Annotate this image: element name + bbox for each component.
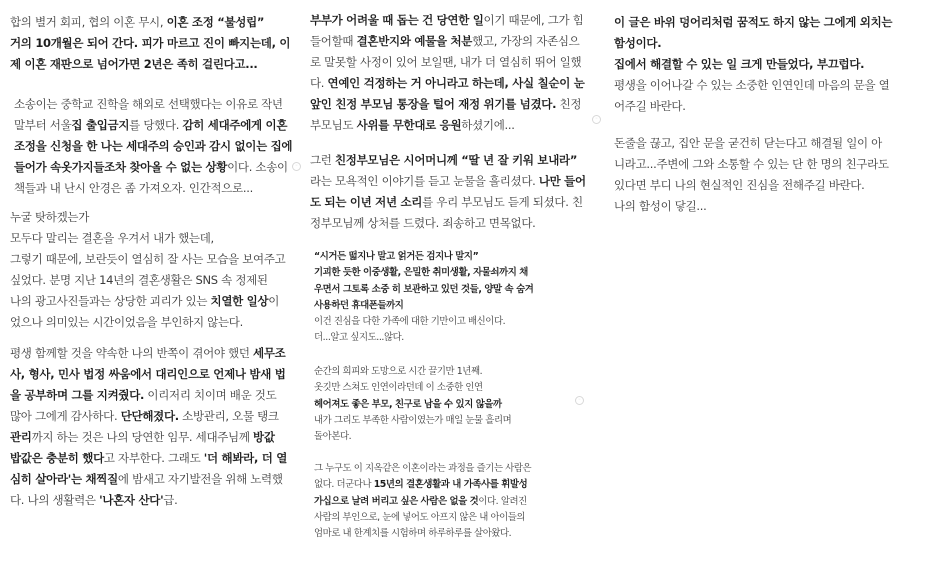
text-segment: 엄마로 내 한계치를 시험하며 하루하루를 살아왔다.	[314, 528, 512, 540]
text-segment: 내가 그리도 부족한 사람이였는가 매일 눈물 흘리며	[314, 414, 512, 426]
text-line	[314, 282, 533, 298]
text-segment: 이다. 알려진	[478, 495, 527, 507]
text-segment: 들어할때	[310, 34, 357, 48]
text-line	[614, 33, 892, 54]
text-segment: 누굴 탓하겠는가	[10, 210, 90, 224]
text-line	[10, 427, 287, 448]
text-line	[10, 385, 287, 406]
text-line	[614, 96, 892, 117]
bold-text: 세무조	[253, 346, 286, 360]
text-segment: 하셨기에...	[461, 118, 515, 132]
text-segment: 나의 함성이 닿길...	[614, 199, 707, 213]
text-segment: 이건 진심을 다한 가족에 대한 기만이고 배신이다.	[314, 316, 506, 328]
text-segment: 이리저리 치이며 배운 것도	[144, 388, 277, 402]
text-line	[14, 157, 292, 178]
text-line	[314, 413, 511, 429]
text-line	[10, 469, 287, 490]
text-line	[314, 330, 533, 346]
bold-text: “시거든 떫지나 말고 얽거든 검지나 말지”	[314, 251, 479, 262]
paragraph-legal-support	[10, 343, 287, 511]
bold-text: 심히 살아라'는 채찍질	[10, 472, 118, 486]
text-line	[614, 133, 889, 154]
bold-text: 이혼 조정 “불성립”	[166, 15, 265, 29]
text-segment: 이	[268, 294, 280, 308]
paragraph-marriage-life	[10, 207, 285, 333]
paragraph-hope-message	[614, 133, 889, 217]
bold-text: 친정부모님은 시어머니께 “딸 년 잘 키워 보내라”	[334, 153, 578, 167]
text-line	[10, 448, 287, 469]
bold-text: 치열한 일상	[210, 294, 269, 308]
text-line	[310, 171, 586, 192]
text-line	[614, 12, 892, 33]
text-line	[10, 364, 287, 385]
text-line	[10, 12, 290, 33]
text-segment: 그렇기 때문에, 보란듯이 열심히 잘 사는 모습을 보여주고	[10, 252, 286, 266]
text-segment: 했고, 가장의 자존심으	[472, 34, 580, 48]
paragraph-proverb-betrayal	[314, 249, 533, 347]
text-segment: 이다. 소송이	[227, 160, 288, 174]
text-line	[314, 429, 511, 445]
bold-text: 감히 세대주에게 이혼	[182, 118, 288, 132]
text-segment: 소방관리, 오물 탱크	[178, 409, 279, 423]
text-line	[314, 461, 531, 477]
bold-text: 단단해졌다.	[120, 409, 179, 423]
text-segment: 평생 함께할 것을 약속한 나의 반쪽이 겪어야 했던	[10, 346, 254, 360]
text-segment: 옷깃만 스쳐도 인연이라던데 이 소중한 인연	[314, 382, 483, 394]
text-line	[314, 494, 531, 510]
article-column-middle	[295, 0, 600, 584]
text-line	[310, 213, 586, 234]
bold-text: 가십으로 날려 버리고 싶은 사람은 없을 것	[314, 495, 479, 507]
text-segment: 있다면 부디 나의 현실적인 진심을 전해주길 바란다.	[614, 178, 865, 192]
text-line	[314, 265, 533, 281]
text-line	[314, 477, 531, 493]
text-line	[314, 510, 531, 526]
text-segment: 더...알고 싶지도...않다.	[314, 332, 404, 344]
text-segment: 소송이는 중학교 진학을 해외로 선택했다는 이유로 작년	[14, 97, 283, 111]
bold-text: 부부가 어려울 때 돕는 건 당연한 일	[310, 13, 484, 27]
bold-text: 제 이혼 재판으로 넘어가면 2년은 족히 걸린다고...	[10, 57, 258, 71]
text-line	[14, 178, 292, 199]
bold-text: 관리	[10, 430, 32, 444]
text-line	[614, 54, 892, 75]
text-line	[614, 75, 892, 96]
text-segment: 그런	[310, 153, 335, 167]
bold-text: 을 공부하며 그를 지켜줬다.	[10, 388, 145, 402]
text-line	[314, 364, 511, 380]
text-segment: 에 밤새고 자기발전을 위해 노력했	[117, 472, 283, 486]
text-segment: 다.	[310, 76, 328, 90]
bold-text: '더 해봐라, 더 열	[203, 451, 288, 465]
bold-text: 집 출입금지	[71, 118, 130, 132]
bold-text: 우면서 그토록 소중 히 보관하고 있던 것들, 양말 속 숨겨	[314, 283, 534, 295]
text-segment: 까지 하는 것은 나의 당연한 임무. 세대주님께	[31, 430, 254, 444]
divider-dot: ◦	[592, 115, 601, 124]
text-line	[310, 150, 586, 171]
text-line	[314, 397, 511, 413]
text-segment: 책들과 내 난시 안경은 좀 가져오자. 인간적으로...	[14, 181, 253, 195]
text-line	[10, 249, 285, 270]
bold-text: 나만 들어	[538, 174, 586, 188]
text-segment: 부모님도	[310, 118, 357, 132]
text-segment: 니라고...주변에 그와 소통할 수 있는 단 한 명의 친구라도	[614, 157, 889, 171]
text-segment: 사람의 부인으로, 눈에 넣어도 아프지 않은 내 아이들의	[314, 511, 526, 523]
bold-text: 거의 10개월은 되어 간다. 피가 마르고 진이 빠지는데, 이	[10, 36, 291, 50]
text-segment: 다. 나의 생활력은	[10, 493, 100, 507]
text-line	[310, 115, 585, 136]
bold-text: 앞인 친정 부모님 통장을 털어 재정 위기를 넘겼다.	[310, 97, 557, 111]
text-line	[614, 154, 889, 175]
text-segment: 모두다 말리는 결혼을 우겨서 내가 했는데,	[10, 231, 214, 245]
paragraph-one-year-avoidance	[314, 364, 511, 445]
bold-text: 들어가 속옷가지들조차 찾아올 수 없는 상황	[14, 160, 228, 174]
text-line	[10, 343, 287, 364]
text-segment: 고 자부한다. 그래도	[103, 451, 204, 465]
divider-dot: ◦	[292, 162, 301, 171]
text-segment: 순간의 희피와 도망으로 시간 끌기만 1년째.	[314, 366, 483, 377]
text-line	[14, 115, 292, 136]
text-line	[310, 94, 585, 115]
text-segment: 많아 그에게 감사하다.	[10, 409, 121, 423]
paragraph-outcry	[614, 12, 892, 117]
text-line	[314, 298, 533, 314]
bold-text: 도 되는 이년 저년 소리	[310, 195, 423, 209]
text-segment: 로 말못할 사정이 있어 보일땐, 내가 더 열심히 뛰어 일했	[310, 55, 582, 69]
text-segment: 를 우리 부모님도 듣게 되셨다. 친	[422, 195, 583, 209]
text-line	[310, 52, 585, 73]
text-line	[310, 10, 585, 31]
bold-text: 헤어져도 좋은 부모, 친구로 남을 수 있지 않을까	[314, 398, 502, 410]
paragraph-house-ban	[14, 94, 292, 199]
text-segment: 없다. 더군다나	[314, 479, 374, 491]
bold-text: 함성이다.	[614, 36, 662, 50]
article-column-left	[0, 0, 300, 584]
text-segment: 어주길 바란다.	[614, 99, 686, 113]
paragraph-parents-insulted	[310, 150, 586, 234]
bold-text: 기괴한 듯한 이중생활, 은밀한 취미생활, 자물쇠까지 채	[314, 267, 528, 279]
text-segment: 었으나 의미있는 시간이었음을 부인하지 않는다.	[10, 315, 243, 329]
text-segment: 돈줄을 끊고, 집안 문을 굳건히 닫는다고 해결될 일이 아	[614, 136, 882, 150]
bold-text: 조정을 신청을 한 나는 세대주의 승인과 감시 없이는 집에	[14, 139, 293, 153]
text-line	[314, 526, 531, 542]
text-segment: 라는 모욕적인 이야기를 듣고 눈물을 흘리셨다.	[310, 174, 539, 188]
bold-text: 사용하던 휴대폰들까지	[314, 299, 404, 311]
text-line	[314, 249, 533, 265]
bold-text: 밥값은 충분히 했다	[10, 451, 104, 465]
text-line	[314, 314, 533, 330]
text-line	[10, 270, 285, 291]
bold-text: '나혼자 산다'	[99, 493, 164, 507]
text-line	[314, 380, 511, 396]
text-segment: 친정	[556, 97, 582, 111]
paragraph-no-one-enjoys	[314, 461, 531, 542]
bold-text: 사, 형사, 민사 법정 싸움에서 대리인으로 언제나 밤새 법	[10, 367, 286, 381]
text-segment: 싶었다. 분명 지난 14년의 결혼생활은 SNS 속 정제된	[10, 273, 268, 287]
text-segment: 를 당했다.	[129, 118, 183, 132]
text-line	[10, 33, 290, 54]
text-line	[10, 207, 285, 228]
article-column-right	[600, 0, 926, 584]
text-line	[614, 196, 889, 217]
text-line	[10, 490, 287, 511]
text-line	[310, 192, 586, 213]
text-line	[10, 228, 285, 249]
bold-text: 사위를 무한대로 응원	[356, 118, 462, 132]
bold-text: 집에서 해결할 수 있는 일 크게 만들었다, 부끄럽다.	[614, 57, 865, 71]
paragraph-financial-help	[310, 10, 585, 136]
text-line	[14, 136, 292, 157]
text-segment: 평생을 이어나갈 수 있는 소중한 인연인데 마음의 문을 열	[614, 78, 890, 92]
text-line	[10, 312, 285, 333]
paragraph-divorce-mediation	[10, 12, 290, 75]
bold-text: 방값	[253, 430, 275, 444]
text-segment: 이기 때문에, 그가 힘	[483, 13, 584, 27]
text-line	[614, 175, 889, 196]
text-line	[10, 54, 290, 75]
bold-text: 15년의 결혼생활과 내 가족사를 휘발성	[373, 479, 528, 491]
divider-dot: ◦	[575, 396, 584, 405]
text-segment: 말부터 서울	[14, 118, 72, 132]
text-segment: 그 누구도 이 지옥같은 이혼이라는 과정을 즐기는 사람은	[314, 463, 532, 474]
bold-text: 결혼반지와 예물을 처분	[356, 34, 473, 48]
bold-text: 연예인 걱정하는 거 아니라고 하는데, 사실 칠순이 눈	[327, 76, 585, 90]
text-segment: 나의 광고사진들과는 상당한 괴리가 있는	[10, 294, 211, 308]
text-line	[310, 73, 585, 94]
text-segment: 급.	[163, 493, 178, 507]
text-line	[310, 31, 585, 52]
text-line	[14, 94, 292, 115]
bold-text: 이 글은 바위 덩어리처럼 꿈적도 하지 않는 그에게 외치는	[614, 15, 893, 29]
text-segment: 합의 별거 회피, 협의 이혼 무시,	[10, 15, 167, 29]
text-segment: 정부모님께 상처를 드렸다. 죄송하고 면목없다.	[310, 216, 536, 230]
text-line	[10, 406, 287, 427]
text-line	[10, 291, 285, 312]
text-segment: 돌아본다.	[314, 431, 352, 443]
